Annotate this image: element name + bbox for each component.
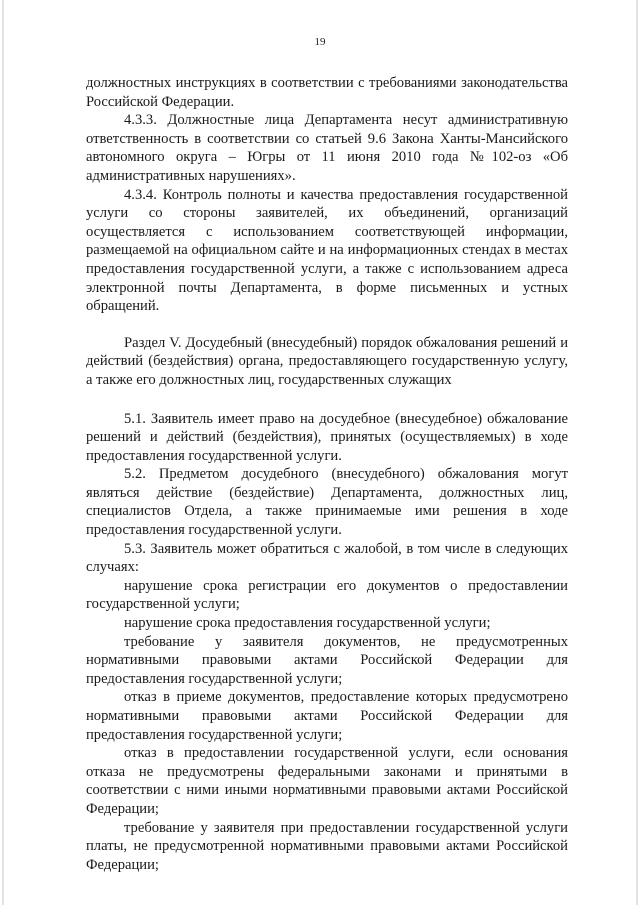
paragraph-4-3-3: 4.3.3. Должностные лица Департамента несут административную ответственность в соответствии со статьей 9.6 Закона Ханты-Мансийского автономного округа – Югры от 11 июня 2010 года №102-оз «Об административных нарушениях». <box>86 112 568 184</box>
scan-edge-right <box>636 0 638 905</box>
page-number: 19 <box>314 36 326 48</box>
paragraph-4-3-4: 4.3.4. Контроль полноты и качества предоставления государственной услуги со стороны заявителей, их объединений, организаций осуществляется с использованием соответствующей информации, размещаемой на официальном сайте и на информационных стендах в местах предоставления государственной услуги, а также с использованием адреса электронной почты Департамента, в форме письменных и устных обращений. <box>86 186 568 315</box>
paragraph-continuation: должностных инструкциях в соответствии с требованиями законодательства Российской Федерации. <box>86 75 568 110</box>
list-item: отказ в предоставлении государственной услуги, если основания отказа не предусмотрены федеральными законами и принятыми в соответствии с ними иными нормативными правовыми актами Российской Федерации; <box>86 745 568 817</box>
list-item: отказ в приеме документов, предоставление которых предусмотрено нормативными правовыми актами Российской Федерации для предоставления государственной услуги; <box>86 689 568 743</box>
list-item: нарушение срока предоставления государственной услуги; <box>124 615 491 632</box>
list-item: нарушение срока регистрации его документов о предоставлении государственной услуги; <box>86 577 568 613</box>
paragraph-5-2: 5.2. Предметом досудебного (внесудебного) обжалования могут являться действие (бездействие) Департамента, должностных лиц, специалистов Отдела, а также принимаемые ими решения в ходе предоставления государственной услуги. <box>86 466 568 539</box>
scan-edge-left <box>2 0 4 905</box>
section-heading: Раздел V. Досудебный (внесудебный) порядок обжалования решений и действий (бездействия) органа, предоставляющего государственную услугу, а также его должностных лиц, государственных служащих <box>86 334 568 388</box>
paragraph-5-1: 5.1. Заявитель имеет право на досудебное (внесудебное) обжалование решений и действий (бездействия), принятых (осуществляемых) в ходе предоставления государственной услуги. <box>86 410 568 464</box>
document-body <box>86 74 568 874</box>
paragraph-5-3: 5.3. Заявитель может обратиться с жалобой, в том числе в следующих случаях: <box>86 540 568 576</box>
list-item: требование у заявителя документов, не предусмотренных нормативными правовыми актами Российской Федерации для предоставления государственной услуги; <box>86 633 568 687</box>
list-item: требование у заявителя при предоставлении государственной услуги платы, не предусмотренной нормативными правовыми актами Российской Федерации; <box>86 819 568 873</box>
